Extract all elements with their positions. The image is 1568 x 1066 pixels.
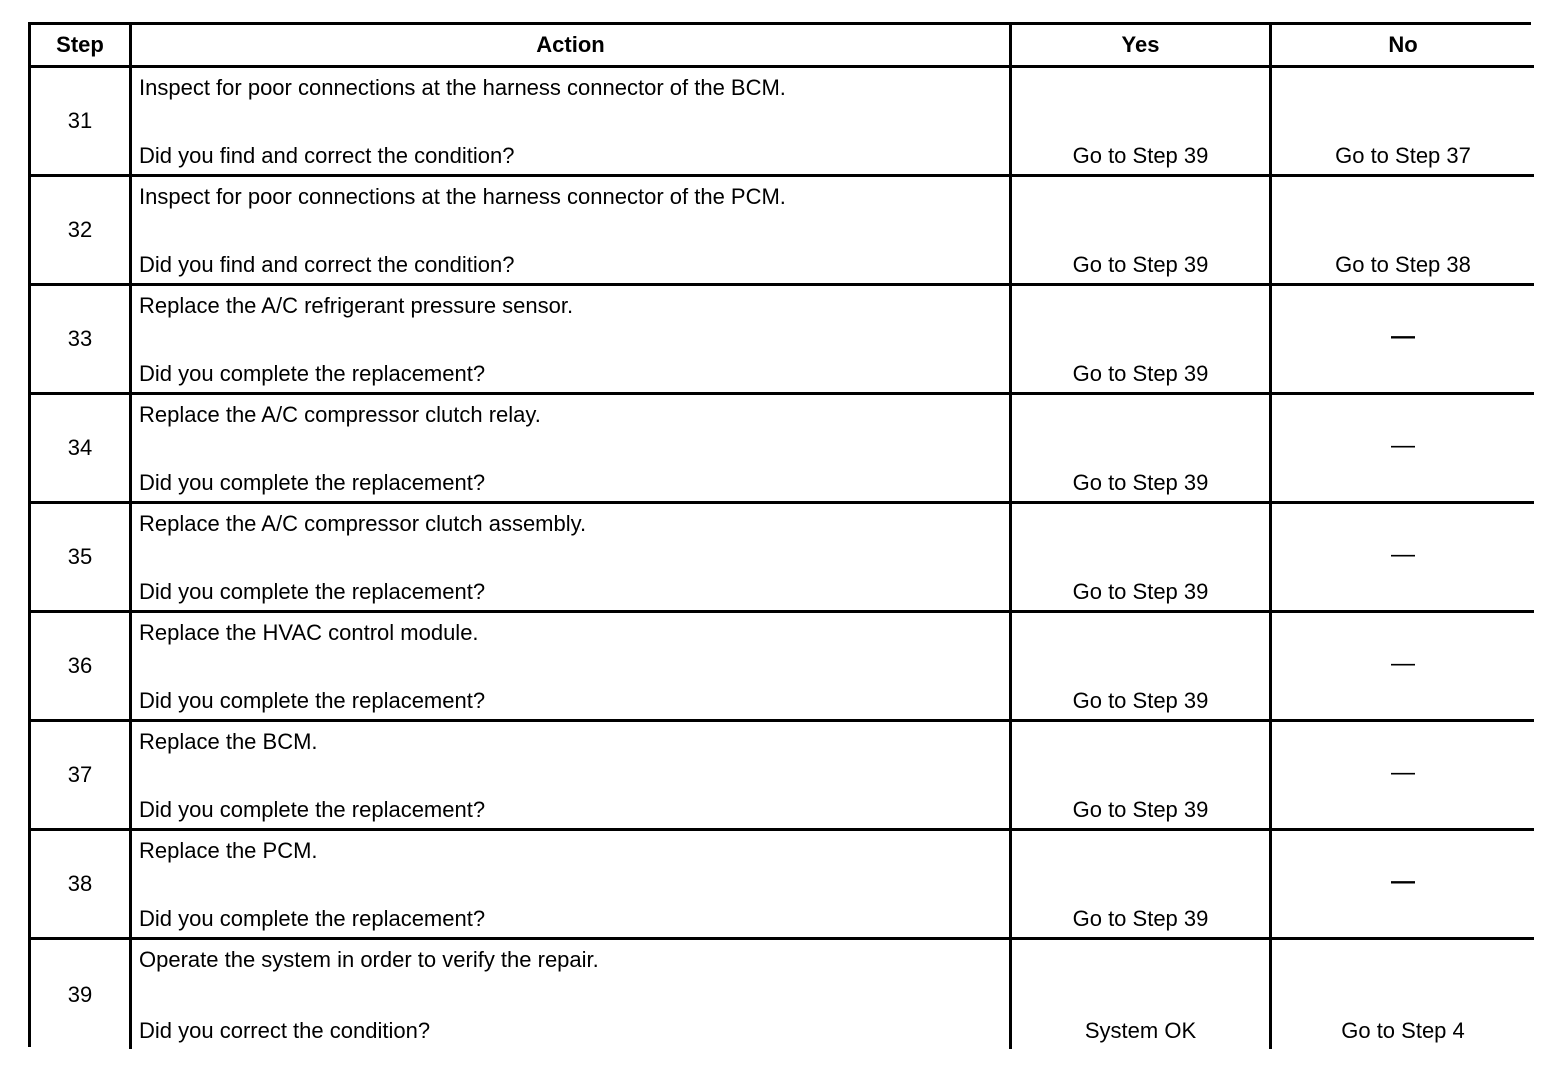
action-instruction: Replace the HVAC control module. bbox=[139, 620, 479, 645]
action-cell bbox=[132, 286, 1012, 395]
yes-cell bbox=[1012, 613, 1272, 722]
action-question: Did you complete the replacement? bbox=[139, 579, 486, 604]
step-number: 33 bbox=[31, 286, 132, 395]
step-number: 31 bbox=[31, 68, 132, 177]
action-instruction: Replace the BCM. bbox=[139, 729, 318, 754]
action-question: Did you complete the replacement? bbox=[139, 470, 486, 495]
step-number: 32 bbox=[31, 177, 132, 286]
no-result: Go to Step 38 bbox=[1335, 252, 1471, 277]
action-instruction: Inspect for poor connections at the harness connector of the PCM. bbox=[139, 184, 786, 209]
no-cell bbox=[1272, 940, 1534, 1049]
no-dash: — bbox=[1391, 432, 1415, 460]
action-instruction: Replace the A/C compressor clutch assembly. bbox=[139, 511, 587, 536]
step-number: 35 bbox=[31, 504, 132, 613]
no-cell bbox=[1272, 68, 1534, 177]
yes-cell bbox=[1012, 504, 1272, 613]
yes-result: Go to Step 39 bbox=[1072, 470, 1209, 495]
no-cell bbox=[1272, 286, 1534, 395]
action-question: Did you complete the replacement? bbox=[139, 361, 486, 386]
header-step: Step bbox=[31, 25, 132, 68]
yes-cell bbox=[1012, 940, 1272, 1049]
action-instruction: Inspect for poor connections at the harness connector of the BCM. bbox=[139, 75, 786, 100]
yes-result: Go to Step 39 bbox=[1072, 797, 1209, 822]
yes-result: Go to Step 39 bbox=[1072, 361, 1209, 386]
yes-cell bbox=[1012, 286, 1272, 395]
step-number: 39 bbox=[31, 940, 132, 1049]
yes-result: Go to Step 39 bbox=[1072, 143, 1209, 168]
step-number: 36 bbox=[31, 613, 132, 722]
yes-result: Go to Step 39 bbox=[1072, 252, 1209, 277]
no-cell bbox=[1272, 722, 1534, 831]
action-question: Did you complete the replacement? bbox=[139, 688, 486, 713]
action-cell bbox=[132, 940, 1012, 1049]
action-instruction: Replace the A/C compressor clutch relay. bbox=[139, 402, 541, 427]
no-cell bbox=[1272, 177, 1534, 286]
no-cell bbox=[1272, 831, 1534, 940]
action-cell bbox=[132, 68, 1012, 177]
yes-cell bbox=[1012, 177, 1272, 286]
action-question: Did you find and correct the condition? bbox=[139, 143, 515, 168]
yes-cell bbox=[1012, 831, 1272, 940]
no-dash: — bbox=[1391, 759, 1415, 787]
action-instruction: Operate the system in order to verify the repair. bbox=[139, 947, 599, 972]
yes-result: Go to Step 39 bbox=[1072, 906, 1209, 931]
no-result: Go to Step 37 bbox=[1335, 143, 1471, 168]
action-cell bbox=[132, 831, 1012, 940]
action-question: Did you find and correct the condition? bbox=[139, 252, 515, 277]
step-number: 37 bbox=[31, 722, 132, 831]
header-action: Action bbox=[132, 25, 1012, 68]
no-result: Go to Step 4 bbox=[1341, 1018, 1465, 1043]
action-question: Did you complete the replacement? bbox=[139, 797, 486, 822]
yes-cell bbox=[1012, 395, 1272, 504]
no-dash: — bbox=[1391, 868, 1415, 896]
action-cell bbox=[132, 504, 1012, 613]
no-dash: — bbox=[1391, 541, 1415, 569]
action-cell bbox=[132, 395, 1012, 504]
no-dash: — bbox=[1391, 323, 1415, 351]
no-cell bbox=[1272, 395, 1534, 504]
yes-result: System OK bbox=[1084, 1018, 1197, 1043]
no-cell bbox=[1272, 613, 1534, 722]
action-question: Did you correct the condition? bbox=[139, 1018, 431, 1043]
yes-result: Go to Step 39 bbox=[1072, 688, 1209, 713]
no-dash: — bbox=[1391, 650, 1415, 678]
no-cell bbox=[1272, 504, 1534, 613]
action-cell bbox=[132, 722, 1012, 831]
header-yes: Yes bbox=[1012, 25, 1272, 68]
action-instruction: Replace the PCM. bbox=[139, 838, 318, 863]
header-no: No bbox=[1272, 25, 1534, 68]
action-question: Did you complete the replacement? bbox=[139, 906, 486, 931]
action-cell bbox=[132, 177, 1012, 286]
step-number: 38 bbox=[31, 831, 132, 940]
yes-result: Go to Step 39 bbox=[1072, 579, 1209, 604]
step-number: 34 bbox=[31, 395, 132, 504]
action-cell bbox=[132, 613, 1012, 722]
yes-cell bbox=[1012, 722, 1272, 831]
yes-cell bbox=[1012, 68, 1272, 177]
action-instruction: Replace the A/C refrigerant pressure sensor. bbox=[139, 293, 574, 318]
diagnostic-table bbox=[28, 22, 1531, 1047]
